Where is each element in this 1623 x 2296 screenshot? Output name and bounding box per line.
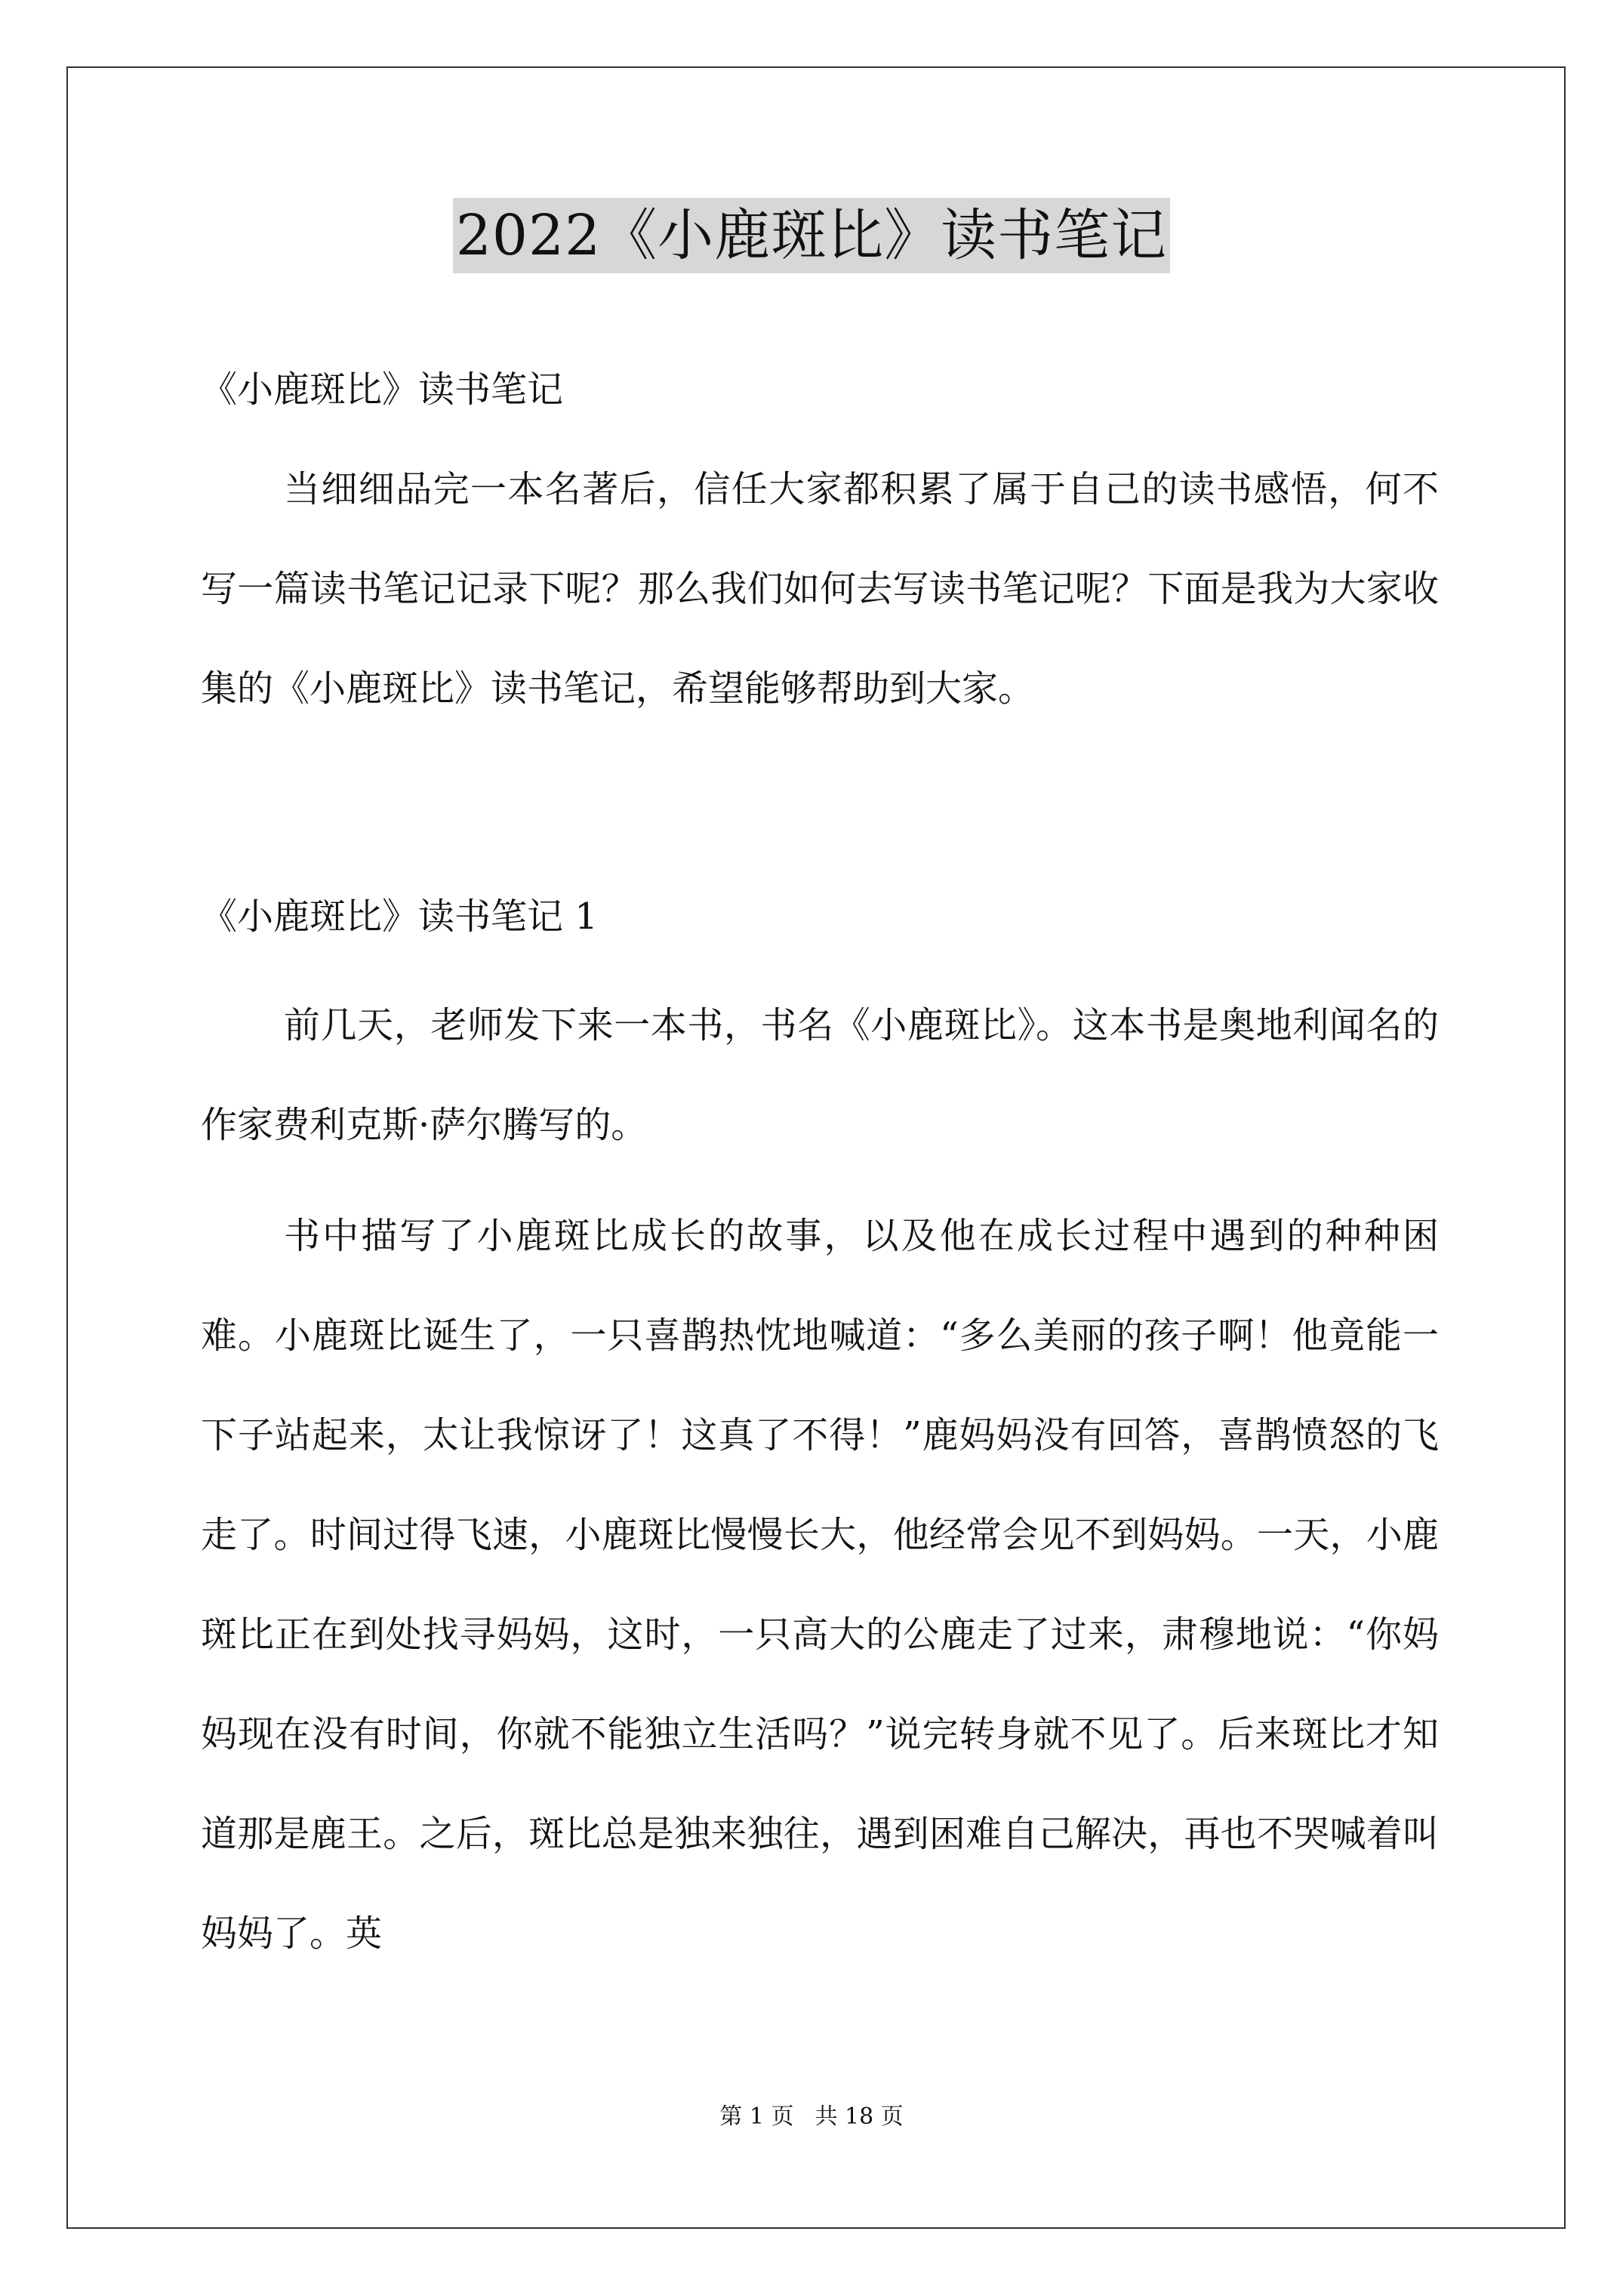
title-container [0,198,1623,273]
page-total: 共 18 页 [815,2103,904,2130]
page-number: 第 1 页 [719,2103,794,2130]
intro-paragraph: 当细细品完一本名著后，信任大家都积累了属于自己的读书感悟，何不写一篇读书笔记记录下呢？那么我们如何去写读书笔记呢？下面是我为大家收集的《小鹿斑比》读书笔记，希望能够帮助到大家。 [201,468,1439,710]
section-heading: 《小鹿斑比》读书笔记 1 [201,895,598,938]
document-title: 2022《小鹿斑比》读书笔记 [453,198,1170,273]
document-subtitle: 《小鹿斑比》读书笔记 [201,368,564,411]
body-paragraph-2: 书中描写了小鹿斑比成长的故事，以及他在成长过程中遇到的种种困难。小鹿斑比诞生了，一只喜鹊热忱地喊道：“多么美丽的孩子啊！他竟能一下子站起来，太让我惊讶了！这真了不得！”鹿妈妈没有回答，喜鹊愤怒的飞走了。时间过得飞速，小鹿斑比慢慢长大，他经常会见不到妈妈。一天，小鹿斑比正在到处找寻妈妈，这时，一只高大的公鹿走了过来，肃穆地说：“你妈妈现在没有时间，你就不能独立生活吗？”说完转身就不见了。后来斑比才知道那是鹿王。之后，斑比总是独来独往，遇到困难自己解决，再也不哭喊着叫妈妈了。英 [201,1215,1439,1955]
page-footer [0,2102,1623,2132]
body-paragraph-1: 前几天，老师发下来一本书，书名《小鹿斑比》。这本书是奥地利闻名的作家费利克斯·萨尔腾写的。 [201,1004,1439,1146]
